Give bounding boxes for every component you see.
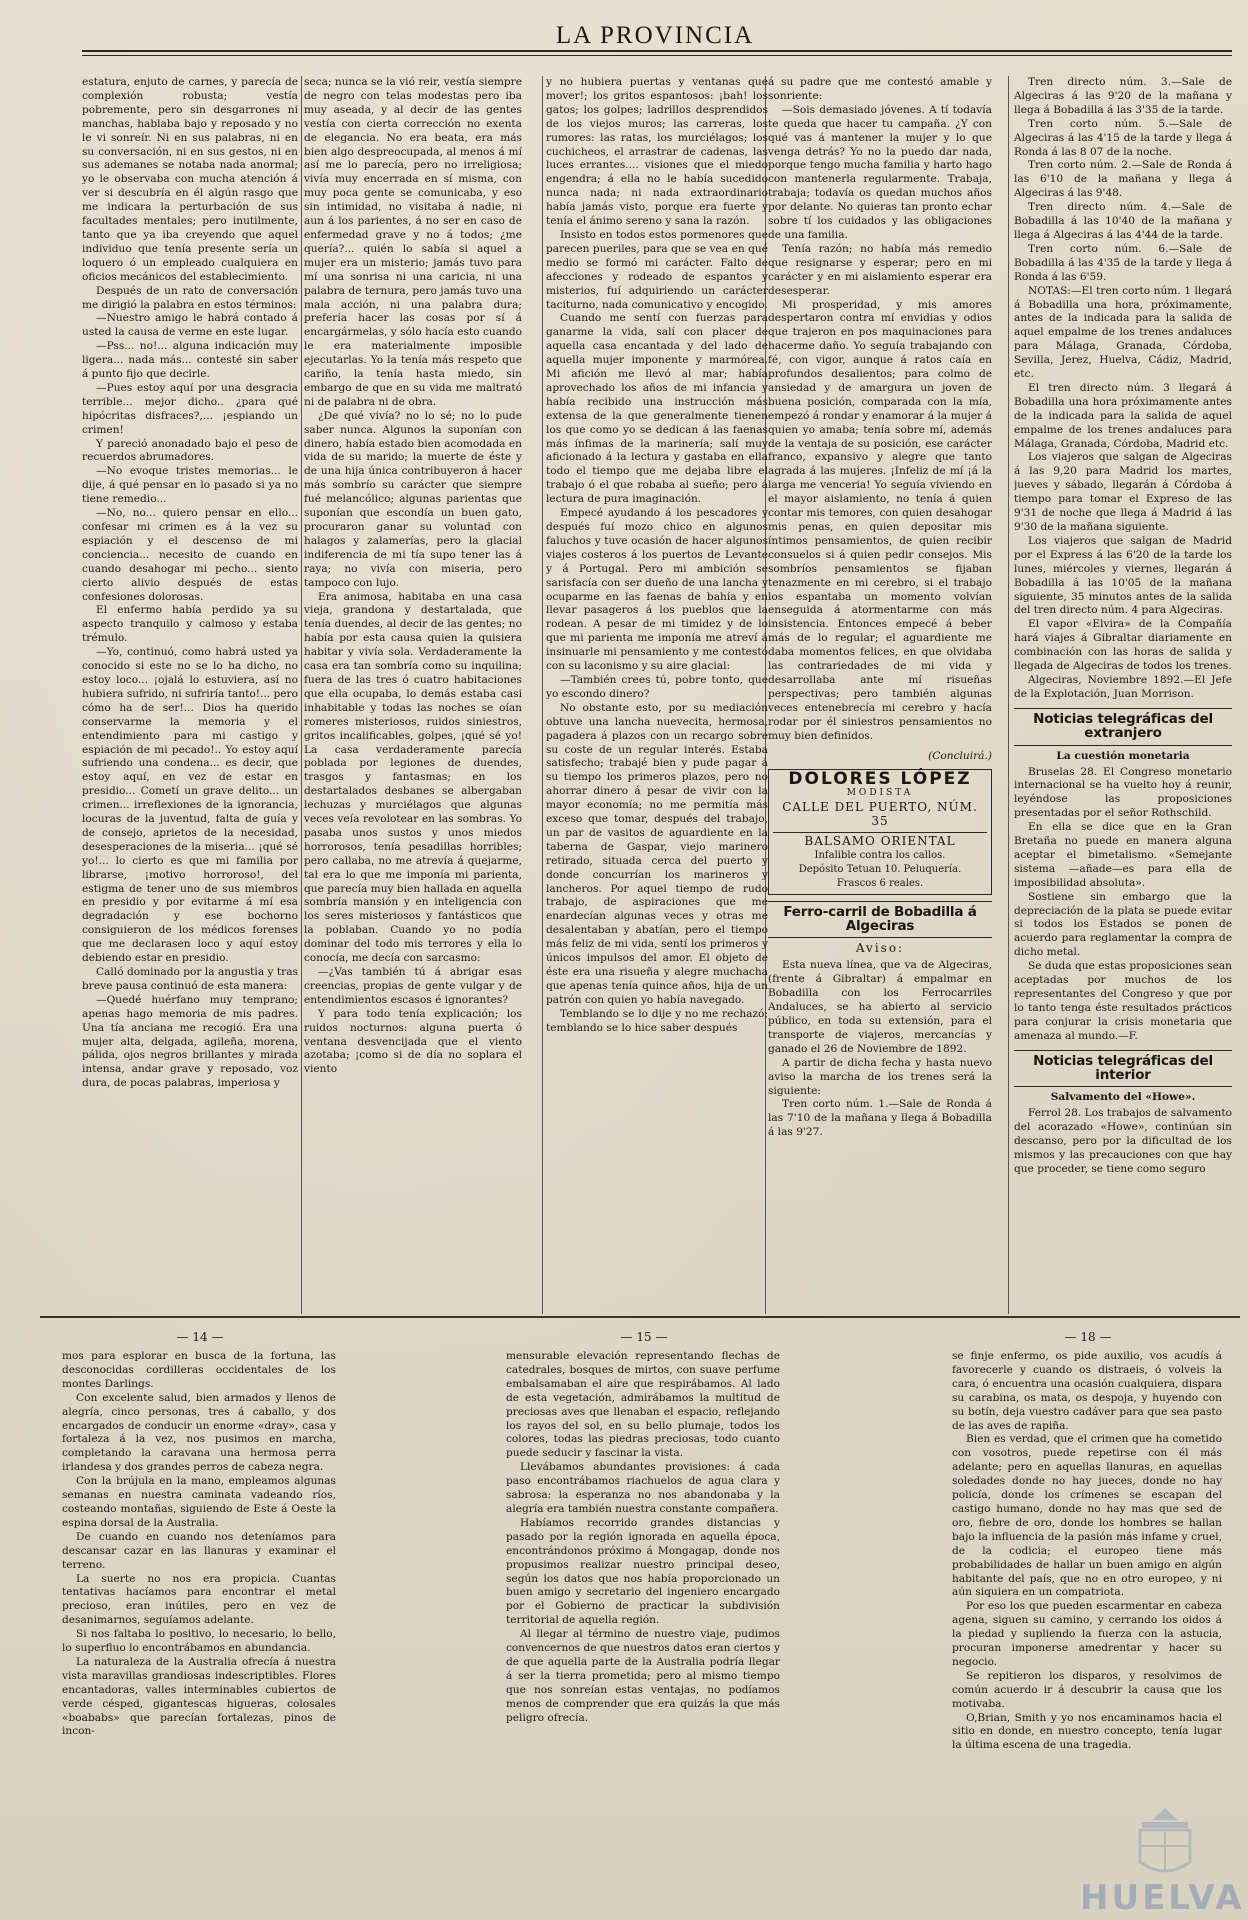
masthead-rule [82,50,1232,52]
ad-title: MODISTA [846,788,914,799]
paragraph: Empecé ayudando á los pescadores y después fuí mozo chico en algunos faluchos y tuve ocasión de hacer algunos viajes costeros á los puertos de Levante y á Portugal. Pero mi ambición se sarisfacía con ser dueño de una lancha y ocuparme en las faenas de bahía y en llevar pasageros á los pueblos que la rodean. A pesar de mi timidez y de lo que mi parienta me imponía me atreví á insinuarle mi pensamiento y me contestó con su laconismo y su aire glacial: [546,507,768,673]
column-3 [546,76,768,1311]
column-divider [1008,76,1009,1314]
serial-column-right [952,1350,1222,1850]
paragraph: —Quedé huérfano muy temprano; apenas hago memoria de mis padres. Una tía anciana me recogió. Era una mujer alta, delgada, agileña, morena, pálida, ojos negros brillantes y mirada intensa, andar grave y reposado, voz dura, de pocas palabras, imperiosa y [82,993,298,1090]
column-2 [304,76,522,1311]
paragraph: Tren corto núm. 1.—Sale de Ronda á las 7'10 de la mañana y llega á Bobadilla á las 9'27. [768,1098,992,1139]
paragraph: El enfermo había perdido ya su aspecto tranquilo y calmoso y estaba trémulo. [82,604,298,645]
paragraph: Con la brújula en la mano, empleamos algunas semanas en nuestra caminata vadeando ríos, costeando montañas, siguiendo de Este á Oeste la espina dorsal de la Australia. [62,1475,336,1529]
paragraph: Llevábamos abundantes provisiones: á cada paso encontrábamos riachuelos de agua clara y sabrosa: la esperanza no nos abandonaba y la alegría era también nuestra constante compañera. [506,1461,780,1515]
paragraph: Y pareció anonadado bajo el peso de recuerdos abrumadores. [82,437,298,464]
paragraph: Sostiene sin embargo que la depreciación de la plata se puede evitar si todos los Estados se ponen de acuerdo para reglamentar la compra de dicho metal. [1014,890,1232,959]
paragraph: La suerte no nos era propicia. Cuantas tentativas hacíamos para encontrar el metal precioso, eran inútiles, pero en vez de desanimarnos, seguíamos adelante. [62,1572,336,1627]
paragraph: La naturaleza de la Australia ofrecía á nuestra vista maravillas grandiosas indescriptibles. Flores encantadoras, valles interminables cubiertos de verde césped, gigantescas higueras, colosales «boababs» que parecían fortalezas, pinos de incon- [62,1655,336,1738]
ad-line: Infalible contra los callos. [814,849,946,861]
paragraph: Era animosa, habitaba en una casa vieja, grandona y destartalada, que tenía duendes, al decir de las gentes; no había por esta causa quien la quisiera habitar y vivía sola. Verdaderamente la casa era tan sombría como su inquilina; fuera de las tres ó cuatro habitaciones que ella ocupaba, lo demás estaba casi inhabitable y todas las noches se oían romeres misteriosos, ruidos siniestros, gritos incalificables, golpes, ¡qué sé yo! La casa verdaderamente parecía poblada por legiones de duendes, trasgos y fantasmas; en los destartalados desbanes se albergaban lechuzas y murciélagos que algunas veces veía revolotear en las sombras. Yo pasaba unos sustos y unos miedos horrorosos, tenía pesadillas horribles; pero callaba, no me atrevía á quejarme, tal era lo que me imponía mi parienta, que parecía muy bien hallada en aquella sombría mansión y en inteligencia con los seres misteriosos y fantásticos que la poblaban. Cuando yo no podía dominar del todo mis terrores y ella lo conocía, me decía con sarcasmo: [304,590,522,965]
paragraph: En ella se dice que en la Gran Bretaña no puede en manera alguna aceptar el bimetalismo. «Semejante sistema —añade—es para ella de imposibilidad absoluta». [1014,821,1232,889]
paragraph: —¿Vas también tú á abrigar esas creencias, propias de gente vulgar y de entendimientos escasos é ignorantes? [304,966,522,1006]
schedule-line: Los viajeros que salgan de Algeciras á las 9,20 para Madrid los martes, jueves y sábado, llegarán á Córdoba á tiempo para tomar el Expreso de las 9'31 de noche que llega á Madrid á las 9'30 de la mañana siguiente. [1014,451,1232,533]
paragraph: De cuando en cuando nos deteníamos para descansar cazar en las llanuras y examinar el terreno. [62,1530,336,1571]
paragraph: —Pss... no!... alguna indicación muy ligera... nada más... contesté sin saber á punto fijo que decirle. [82,340,298,381]
paragraph: mensurable elevación representando flechas de catedrales, bosques de mirtos, con suave perfume embalsamaban el aire que respirábamos. Al lado de esta vegetación, admirábamos la multitud de preciosas aves que llenaban el espacio, reflejando los rayos del sol, en su bello plumaje, todos los colores, todas las piedras preciosas, todo cuanto puede seducir y fascinar la vista. [506,1350,780,1460]
paragraph: Cuando me sentí con fuerzas para ganarme la vida, salí con placer de aquella casa encantada y del lado de aquella mujer imponente y marmórea. Mi afición me llevó al mar; había aprovechado los años de mi infancia y había recibido una instrucción más extensa de la que generalmente tienen los que como yo se dedican á las faenas más ínfimas de la marinería; salí muy aficionado á la lectura y gastaba en ella todo el tiempo que me dejaba libre el trabajo ó el que robaba al sueño; pero á lectura de pura imaginación. [546,312,768,506]
paragraph: A partir de dicha fecha y hasta nuevo aviso la marcha de los trenes será la siguiente: [768,1056,992,1097]
paragraph: seca; nunca se la vió reir, vestía siempre de negro con telas modestas pero iba muy aseada, y al decir de las gentes vestía con cierta corrección no exenta de elegancia. No era beata, era más bien algo despreocupada, al menos á mí así me lo parecía, pero no irreligiosa; vivía muy encerrada en sí misma, con muy poca gente se comunicaba, y eso sin intimidad, no visitaba á nadie, ni aun á los parientes, á no ser en caso de enfermedad grave y no á todos; ¿me quería?... quién lo sabía si aquel a mujer era un misterio; jamás tuvo para mí una sonrisa ni una caricia, ni una palabra de ternura, pero jamás tuvo una mala acción, ni una palabra dura; prefería hacer las cosas por sí á encargármelas, y sólo hacía esto cuando le era materialmente imposible ejecutarlas. Yo la tenía más respeto que cariño, la tenía hasta miedo, sin embargo de que en su vida me maltrató ni de palabra ni de obra. [304,76,522,408]
paragraph: Insisto en todos estos pormenores que parecen pueriles, para que se vea en qué medio se formó mi carácter. Falto de afecciones y rodeado de espantos y misterios, fuí adquiriendo un carácter taciturno, nada comunicativo y encogido. [546,228,768,311]
schedule-line: Tren corto núm. 6.—Sale de Bobadilla á las 4'35 de la tarde y llega á Ronda á las 6'59. [1014,242,1232,283]
paragraph: mos para esplorar en busca de la fortuna, las desconocidas cordilleras occidentales de los montes Darlings. [62,1350,336,1390]
paragraph: Bien es verdad, que el crimen que ha cometido con vosotros, puede repetirse con él más adelante; pero en aquellas llanuras, en aquellas soledades donde no hay jueces, donde no hay policía, donde los crímenes se escapan del castigo humano, donde no hay mas que sed de oro, fiebre de oro, donde los hombres se hallan bajo la influencia de la pasión más infame y cruel, de la codicia; el europeo tiene más probabilidades de hallar un buen amigo en algún habitante del país, que no en otro europeo, y ni aún siquiera en un compatriota. [952,1433,1222,1599]
paragraph: Tenía razón; no había más remedio que resignarse y esperar; pero en mi carácter y en mi aislamiento esperar era desesperar. [768,242,992,297]
paragraph: —Nuestro amigo le habrá contado á usted la causa de verme en este lugar. [82,312,298,339]
ad-line: Frascos 6 reales. [836,877,924,889]
paragraph: Por eso los que pueden escarmentar en cabeza agena, siguen su camino, y cerrando los oidos á la piedad y supliendo la fuerza con la astucia, procuran imponerse amedrentar y hacer su negocio. [952,1600,1222,1668]
foreign-news-subheading: La cuestión monetaria [1056,749,1190,762]
paragraph: y no hubiera puertas y ventanas que mover!; los gritos espantosos: ¡bah! los gatos; los golpes; ladrillos desprendidos de los viejos muros; las carreras, los rumores: las ratas, los murciélagos; los cuchicheos, el arrastrar de cadenas, las luces errantes.... visiones que el miedo engendra; á ella no le había sucedido nunca nada; ni nada extraordinario había jamás visto, porque era fuerte y tenía el ánimo sereno y sana la razón. [546,76,768,228]
paragraph: Calló dominado por la angustia y tras breve pausa continuó de esta manera: [82,966,298,992]
folio-number: — 15 — [620,1330,668,1344]
paragraph: —También crees tú, pobre tonto, que yo escondo dinero? [546,673,768,700]
schedule-line: Tren corto núm. 5.—Sale de Algeciras á las 4'15 de la tarde y llega á Ronda á las 8 07 de la noche. [1014,117,1232,158]
paragraph: —No, no... quiero pensar en ello... confesar mi crimen es á la vez su espiación y el descenso de mi conciencia... necesito de cuando en cuando desahogar mi pecho... siento cierto alivio después de estas confesiones dolorosas. [82,507,298,603]
paragraph: Al llegar al término de nuestro viaje, pudimos convencernos de que nuestros datos eran ciertos y de que aquella parte de la Australia podría llegar á ser la tierra prometida; pero al mismo tiempo que nos sonreían estas ventajas, no podíamos menos de comprender que era quizás la que más peligro ofrecía. [506,1628,780,1724]
paragraph: No obstante esto, por su mediación obtuve una lancha nuevecita, hermosa, pagadera á plazos con un recargo sobre su coste de un regular interés. Estaba satisfecho; trabajé bien y pude pagar á su tiempo los primeros plazos, pero no ahorrar dinero á pesar de vivir con la mayor economía; no me permitía más exceso que tomar, después del trabajo, un par de vasitos de aguardiente en la taberna de Gaspar, viejo marinero retirado, situada cerca del puerto y donde concurrían los marineros y lancheros. Por aquel tiempo de rudo trabajo, de aspiraciones que me enardecían algunas veces y otras me desalentaban y abatían, pero el tiempo más feliz de mi vida, sentí los primeros y únicos impulsos del amor. El objeto de éste era una risueña y alegre muchacha que apenas tenía quince años, hija de un patrón con quien yo había navegado. [546,701,768,1006]
paragraph: —Pues estoy aquí por una desgracia terrible... mejor dicho.. ¿para qué hipócritas disfraces?,... ¡espiando un crimen! [82,381,298,436]
paragraph: Mi prosperidad, y mis amores despertaron contra mí envidias y odios que trajeron en pos maquinaciones para hacerme daño. Yo seguía trabajando con fé, con vigor, aunque á ratos caía en profundos desalientos; para colmo de ansiedad y de amargura un joven de buena posición, comparada con la mía, empezó á rondar y enamorar á la mujer á quien yo amaba; tenía sobre mí, además de la ventaja de su posición, ese carácter franco, expansivo y alegre que tanto agrada á las mujeres. ¡Infeliz de mí ¡á la larga me venceria! Yo seguía viviendo en el mayor aislamiento, no tenía á quien contar mis temores, con quien desahogar mis penas, en quien depositar mis íntimos pensamientos, de quien recibir consuelos si á quien pedir consejos. Mis sombríos pensamientos se fijaban tenazmente en mi cerebro, si el trabajo los espantaba un momento volvían enseguida á atormentarme con más insistencia. Entonces empecé á beber más de lo regular; el aguardiente me daba momentos felices, en que olvidaba las contrariedades de mi vida y desarrollaba ante mí risueñas perspectivas; pero también algunas veces entenebrecía mi cerebro y hacía rodar por él siniestros pensamientos no muy bien definidos. [768,298,992,742]
domestic-news-heading: Noticias telegráficas del interior [1014,1050,1232,1088]
paragraph: estatura, enjuto de carnes, y parecía de complexión robusta; vestía pobremente, pero sin desgarrones ni manchas, hablaba bajo y reposado y no le vi sonreír. Ni en sus palabras, ni en su conversación, ni en sus gestos, ni en sus ademanes se notaba nada anormal; yo le observaba con mucha atención á ver si descubría en él algún rasgo que me indicara la perturbación de sus facultades mentales; pero inutilmente, tanto que ya iba creyendo que aquel individuo que tenía presente sería un loquero ó un empleado cualquiera en oficios mecánicos del establecimiento. [82,76,298,283]
paragraph: O,Brian, Smith y yo nos encaminamos hacia el sitio en donde, en nuestro concepto, tenía lugar la última escena de una tragedia. [952,1711,1222,1752]
ad-product: BALSAMO ORIENTAL [773,832,987,849]
masthead-rule-thin [82,55,1232,56]
schedule-line: Tren corto núm. 2.—Sale de Ronda á las 6'10 de la mañana y llega á Algeciras á las 9'48. [1014,159,1232,200]
column-divider [301,76,302,1314]
paragraph: Temblando se lo dije y no me rechazó; temblando se lo hice saber después [546,1007,768,1034]
schedule-line: El tren directo núm. 3 llegará á Bobadilla una hora próximamente antes de la indicada para la salida de aquel empalme de los trenes andaluces para Málaga, Granada, Córdoba, Madrid etc. [1014,381,1232,450]
schedule-line: Tren directo núm. 4.—Sale de Bobadilla á las 10'40 de la mañana y llega á Algeciras á las 4'44 de la tarde. [1014,201,1232,241]
paragraph: Habíamos recorrido grandes distancias y pasado por la región ignorada en aquella época, encontrándonos próximo á Mongagap, donde nos propusimos realizar nuestro principal deseo, según los datos que nos había proporcionado un buen amigo y secretario del ingeniero encargado por el Gobierno de practicar la subdivisión territorial de aquella región. [506,1516,780,1627]
schedule-signature: Algeciras, Noviembre 1892.—El Jefe de la Explotación, Juan Morrison. [1014,673,1232,700]
paragraph: —Sois demasiado jóvenes. A tí todavía te queda que hacer tu campaña. ¿Y con qué vas á mantener la mujer y lo que venga detrás? Yo no la puedo dar nada, porque tengo mucha familia y harto hago con mantenerla regularmente. Trabaja, trabaja; todavía os quedan muchos años por delante. No quieras tan pronto echar sobre tí los cuidados y las obligaciones de una familia. [768,103,992,241]
paragraph: Ferrol 28. Los trabajos de salvamento del acorazado «Howe», continúan sin descanso, pero por la dificultad de los mismos y las precauciones con que hay que proceder, se tiene como seguro [1014,1107,1232,1175]
schedule-line: NOTAS:—El tren corto núm. 1 llegará á Bobadilla una hora, próximamente, antes de la indicada para la salida de aquel empalme de los trenes andaluces para Málaga, Granada, Córdoba, Sevilla, Jerez, Huelva, Cádiz, Madrid, etc. [1014,284,1232,381]
folio-number: — 18 — [1064,1330,1112,1344]
archive-seal-word: HUELVA [1080,1878,1245,1918]
column-divider [542,76,543,1314]
advertisement-box [768,769,992,894]
paragraph: se finje enfermo, os pide auxilio, vos acudís á favorecerle y cuando os distraeis, ó volveis la cara, ó encuentra una ocasión cualquiera, dispara su carabina, os mata, os despoja, y huyendo con su botín, deja vuestro cadáver para que sea pasto de las aves de rapiña. [952,1350,1222,1432]
column-5 [1014,76,1232,1311]
paragraph: Se repitieron los disparos, y resolvimos de común acuerdo ir á descubrir la causa que los motivaba. [952,1669,1222,1710]
paragraph: Después de un rato de conversación me dirigió la palabra en estos términos: [82,284,298,311]
ad-name: DOLORES LÓPEZ [788,769,972,790]
schedule-line: Tren directo núm. 3.—Sale de Algeciras á las 9'20 de la mañana y llega á Bobadilla á las 3'35 de la tarde. [1014,76,1232,116]
paragraph: á su padre que me contestó amable y sonriente: [768,76,992,102]
to-be-continued-note: (Concluirá.) [928,749,992,762]
column-4 [768,76,992,1311]
paragraph: Esta nueva línea, que va de Algeciras, (frente á Gibraltar) á empalmar en Bobadilla con los Ferrocarriles Andaluces, se ha abierto al servicio público, en toda su extensión, para el transporte de viajeros, mercancías y ganado el 26 de Noviembre de 1892. [768,959,992,1055]
masthead-title: LA PROVINCIA [555,22,755,49]
serial-column-left [62,1350,336,1910]
paragraph: Se duda que estas proposiciones sean aceptadas por muchos de los representantes del Congreso y que por lo tanto tenga éste resultados prácticos para conjurar la crisis monetaria que amenaza al mundo.—F. [1014,960,1232,1042]
folio-number: — 14 — [176,1330,224,1344]
foreign-news-heading: Noticias telegráficas del extranjero [1014,708,1232,746]
serial-column-center [506,1350,780,1750]
railway-notice-label: Aviso: [855,941,905,956]
ad-address: CALLE DEL PUERTO, NÚM. 35 [782,800,978,829]
schedule-line: El vapor «Elvira» de la Compañía hará viajes á Gibraltar diariamente en combinación con las horas de salida y llegada de Algeciras de todos los trenes. [1014,618,1232,673]
paragraph: —No evoque tristes memorias... le dije, á qué pensar en lo pasado si ya no tiene remedio... [82,465,298,506]
paragraph: Y para todo tenía explicación; los ruidos nocturnos: alguna puerta ó ventana desvencijada que el viento azotaba; ¡como si de día no soplara el viento [304,1007,522,1076]
paragraph: Con excelente salud, bien armados y llenos de alegría, cinco personas, tres á caballo, y dos encargados de conducir un enorme «dray», casa y fortaleza á la vez, nos pusimos en marcha, completando la caravana una hermosa perra irlandesa y dos grandes perros de cabeza negra. [62,1391,336,1474]
ad-line: Depósito Tetuan 10. Peluquería. [798,863,962,875]
section-rule [40,1316,1240,1318]
schedule-line: Los viajeros que salgan de Madrid por el Express á las 6'20 de la tarde los lunes, miércoles y viernes, llegarán á Bobadilla á las 10'05 de la mañana siguiente, 35 minutos antes de la salida del tren directo núm. 4 para Algeciras. [1014,534,1232,617]
domestic-news-subheading: Salvamento del «Howe». [1050,1091,1196,1104]
paragraph: Bruselas 28. El Congreso monetario internacional se ha vuelto hoy á reunir, leyéndose las proposiciones presentadas por el señor Rothschild. [1014,765,1232,820]
column-1 [82,76,298,1311]
paragraph: —Yo, continuó, como habrá usted ya conocido si este no se lo ha dicho, no estoy loco... ¡ojalá lo estuviera, así no hubiera sufrido, ni sufriría tanto!... pero cómo ha de ser!... Dios ha querido conservarme la memoria y el entendimiento para mi castigo y espiación de mi pecado!.. Yo estoy aquí sufriendo una condena... es decir, que estoy aquí, en vez de estar en presidio... Cometí un grave delito... un crimen... irreflexiones de la ignorancia, locuras de la juventud, falta de guía y de consejo, aprietos de la necesidad, desesperaciones de la miseria... ¡qué sé yo!... lo cierto es que mi familia por librarse, ¡motivo horroroso!, del estigma de tener uno de sus miembros en presidio y por evitarme á mí esa degradación y ese bochorno consiguieron de los médicos forenses que me declarasen loco y aquí estoy debiendo estar en presidio. [82,646,298,965]
paragraph: ¿De qué vivía? no lo sé; no lo pude saber nunca. Algunos la suponían con dinero, había estado bien acomodada en vida de su marido; la muerte de éste y de una hija única contribuyeron á hacer más sombrío su carácter que siempre fué melancólico; algunas parientas que suponían que escondía un buen gato, procuraron ganar su voluntad con halagos y zalamerías, pero la glacial indiferencia de mi tía supo tener las á raya; no vivía con miseria, pero tampoco con lujo. [304,409,522,589]
paragraph: Si nos faltaba lo positivo, lo necesario, lo bello, lo superfluo lo encontrábamos en abundancia. [62,1628,336,1655]
railway-heading: Ferro-carril de Bobadilla á Algeciras [768,901,992,939]
